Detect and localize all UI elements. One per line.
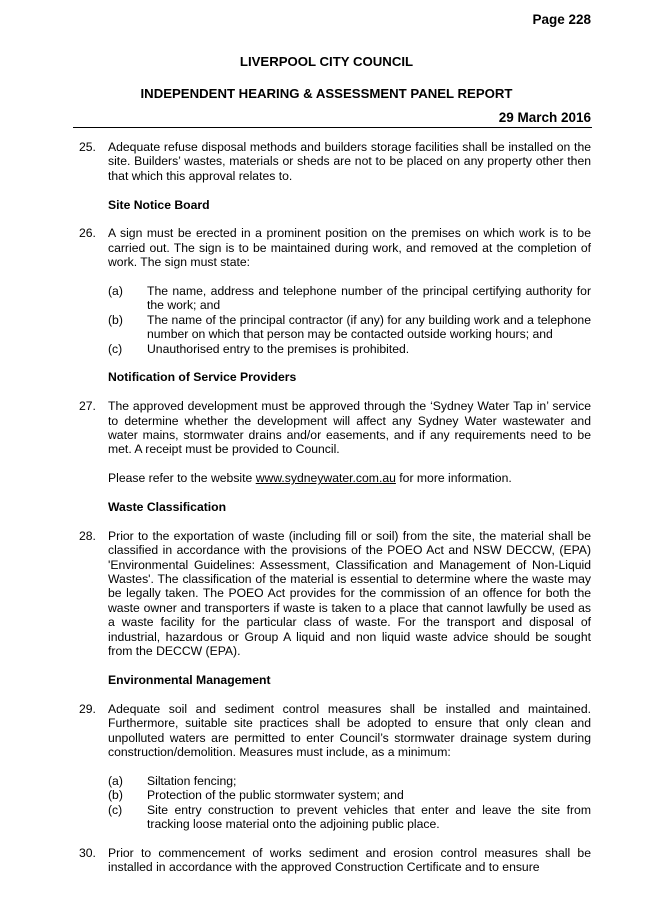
- condition-27: [79, 399, 591, 457]
- sub-item-label: (b): [108, 788, 123, 803]
- report-title: INDEPENDENT HEARING & ASSESSMENT PANEL REPORT: [140, 86, 513, 101]
- condition-text: A sign must be erected in a prominent position on the premises on which work is to be carried out. The sign is to be maintained during work, and removed at the completion of work. The sign must state:: [108, 226, 591, 270]
- condition-number: 29.: [79, 701, 96, 716]
- condition-number: 30.: [79, 845, 96, 860]
- sub-item-label: (a): [108, 773, 123, 788]
- condition-text: Adequate refuse disposal methods and builders storage facilities shall be installed on the site. Builders’ wastes, materials or sheds are not to be placed on any property other then that which this approval relates to.: [108, 140, 591, 183]
- sub-item-label: (c): [108, 341, 123, 356]
- section-heading-service-providers: Notification of Service Providers: [108, 370, 297, 385]
- sub-item-label: (a): [108, 284, 123, 299]
- sub-item-text: Site entry construction to prevent vehicles that enter and leave the site from tracking loose material onto the adjoining public place.: [147, 802, 591, 831]
- sub-item: [79, 803, 591, 832]
- website-reference: [79, 471, 591, 485]
- reference-prefix: Please refer to the website: [108, 471, 256, 486]
- section-heading-environmental: Environmental Management: [108, 672, 271, 687]
- sub-item-text: The name, address and telephone number of the principal certifying authority for the work; and: [147, 284, 591, 313]
- sub-item-text: The name of the principal contractor (if any) for any building work and a telephone number on which that person may be contacted outside working hours; and: [147, 312, 591, 342]
- sub-item: [79, 313, 591, 342]
- condition-29: [79, 702, 591, 760]
- page-number: Page 228: [532, 12, 591, 27]
- condition-28: [79, 529, 591, 659]
- condition-text: The approved development must be approved through the ‘Sydney Water Tap in’ service to determine whether the development will affect any Sydney Water wastewater and water mains, stormwater drains and/or easements, and if any requirements need to be met. A receipt must be provided to Council.: [108, 399, 591, 457]
- condition-text: Prior to commencement of works sediment and erosion control measures shall be installed in accordance with the approved Construction Certificate and to ensure: [108, 845, 591, 875]
- reference-suffix: for more information.: [395, 471, 512, 486]
- document-body: [79, 140, 591, 875]
- header-divider: [73, 127, 592, 128]
- sub-item-text: Unauthorised entry to the premises is prohibited.: [147, 341, 410, 356]
- section-heading-site-notice: Site Notice Board: [108, 197, 210, 212]
- sub-item-label: (c): [108, 802, 123, 817]
- condition-30: [79, 846, 591, 875]
- sub-item-text: Protection of the public stormwater system; and: [147, 788, 404, 803]
- sub-item-label: (b): [108, 312, 123, 327]
- sub-item-text: Siltation fencing;: [147, 773, 237, 788]
- sub-item: [79, 788, 591, 802]
- condition-number: 26.: [79, 226, 96, 241]
- condition-26: [79, 226, 591, 269]
- council-name: LIVERPOOL CITY COUNCIL: [239, 54, 414, 69]
- report-date: 29 March 2016: [498, 110, 591, 125]
- sub-item: [79, 774, 591, 788]
- sub-item: [79, 342, 591, 356]
- condition-number: 25.: [79, 140, 96, 154]
- condition-25: [79, 140, 591, 183]
- condition-text: Adequate soil and sediment control measures shall be installed and maintained. Furthermore, suitable site practices shall be adopted to ensure that only clean and unpolluted waters are permitted to enter Council’s stormwater drainage system during construction/demolition. Measures must include, as a minimum:: [108, 701, 591, 759]
- sub-item: [79, 284, 591, 313]
- sydney-water-link[interactable]: www.sydneywater.com.au: [255, 471, 396, 486]
- section-heading-waste: Waste Classification: [108, 500, 227, 515]
- condition-number: 27.: [79, 399, 96, 414]
- condition-number: 28.: [79, 528, 96, 543]
- condition-text: Prior to the exportation of waste (including fill or soil) from the site, the material shall be classified in accordance with the provisions of the POEO Act and NSW DECCW, (EPA) 'Environmental Guidelines: Assessment, Classification and Management of Non-Liquid Wastes'. The classification of the material is essential to determine where the waste may be legally taken. The POEO Act provides for the commission of an offence for both the waste owner and transporters if waste is taken to a place that cannot lawfully be used as a waste facility for the particular class of waste. For the transport and disposal of industrial, hazardous or Group A liquid and non liquid waste advice should be sought from the DECCW (EPA).: [108, 528, 591, 659]
